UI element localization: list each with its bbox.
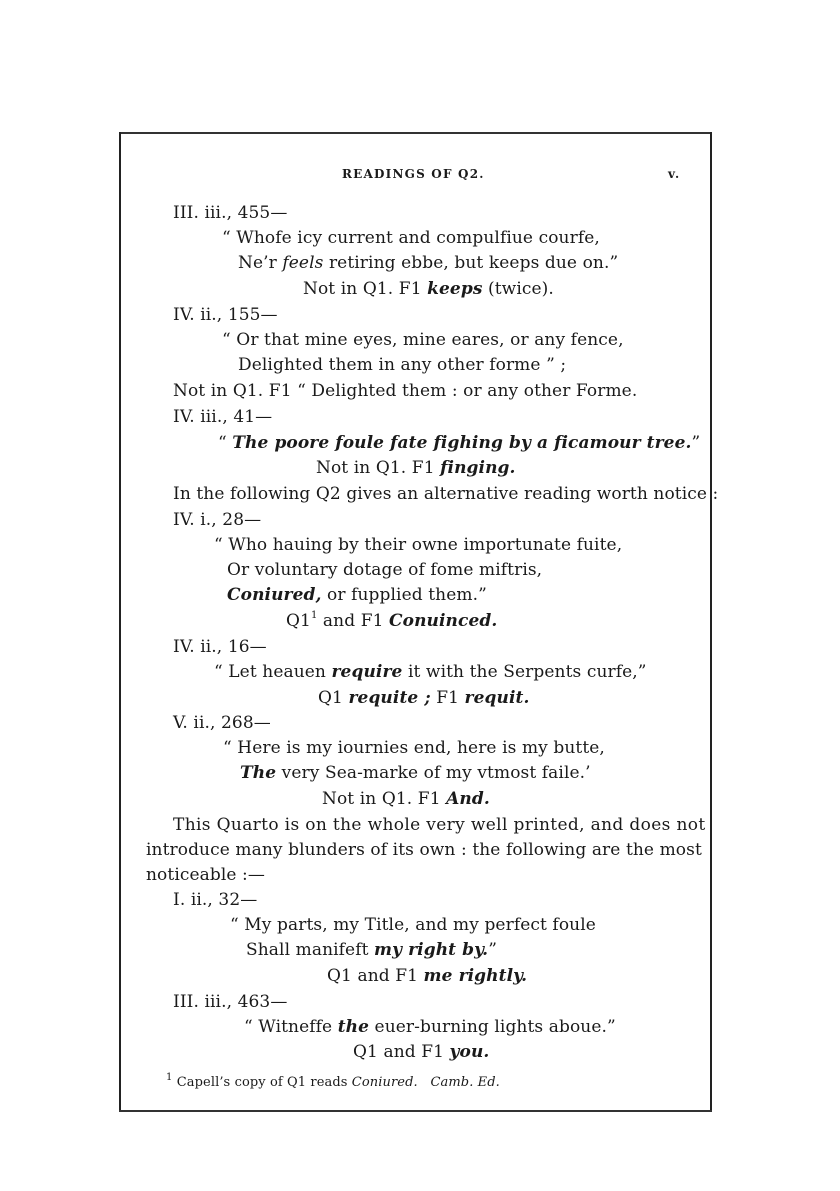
variant-note: Not in Q1. F1 finging. — [316, 458, 516, 478]
citation-line: I. ii., 32— — [173, 890, 258, 910]
citation-line: IV. ii., 155— — [173, 305, 278, 325]
quote-line: The very Sea-marke of my vtmost faile.’ — [240, 763, 591, 783]
page-frame-bottom — [119, 1110, 712, 1112]
page-number: v. — [668, 167, 681, 181]
page-frame-right — [710, 132, 712, 1112]
variant-note: Q1 and F1 you. — [353, 1042, 490, 1062]
quote-line: “ My parts, my Title, and my perfect foule — [230, 915, 596, 935]
quote-line: “ Here is my iournies end, here is my butte, — [223, 738, 605, 758]
running-title: READINGS OF Q2. — [342, 167, 485, 181]
footnote: $^1$ Capell’s copy of Q1 reads Coniured. Camb. Ed. — [166, 1071, 500, 1090]
quote-line: Shall manifeft my right by.” — [246, 940, 497, 960]
page-frame-top — [119, 132, 712, 134]
quote-line: Coniured, or fupplied them.” — [227, 585, 487, 605]
variant-note: $Q1^1$ and F1 Conuinced. — [286, 610, 498, 631]
quote-line: Or voluntary dotage of fome miftris, — [227, 560, 543, 580]
quote-line: “ Who hauing by their owne importunate fuite, — [214, 535, 623, 555]
variant-note: Not in Q1. F1 And. — [322, 789, 490, 809]
body-text: This Quarto is on the whole very well printed, and does not — [173, 815, 706, 835]
variant-note: Q1 and F1 me rightly. — [327, 966, 528, 986]
quote-line: “ The poore foule fate fighing by a ficamour tree.” — [218, 433, 701, 453]
quote-line: “ Or that mine eyes, mine eares, or any fence, — [222, 330, 624, 350]
footnote-ref: 1 — [310, 610, 318, 622]
body-text: In the following Q2 gives an alternative reading worth notice : — [173, 484, 719, 504]
variant-note: Not in Q1. F1 keeps (twice). — [303, 279, 554, 299]
citation-line: III. iii., 455— — [173, 203, 288, 223]
page-frame-left — [119, 132, 121, 1112]
citation-line: IV. ii., 16— — [173, 637, 267, 657]
quote-line: “ Witneffe the euer-burning lights aboue.” — [244, 1017, 616, 1037]
citation-line: V. ii., 268— — [173, 713, 271, 733]
variant-note: Not in Q1. F1 “ Delighted them : or any other Forme. — [173, 381, 638, 401]
footnote-marker: 1 — [166, 1071, 173, 1083]
body-text: noticeable :— — [146, 865, 265, 885]
quote-line: “ Let heauen require it with the Serpents curfe,” — [214, 662, 647, 682]
body-text: introduce many blunders of its own : the following are the most — [146, 840, 702, 860]
quote-line: Ne’r feels retiring ebbe, but keeps due on.” — [238, 253, 619, 273]
citation-line: IV. iii., 41— — [173, 407, 273, 427]
citation-line: III. iii., 463— — [173, 992, 288, 1012]
quote-line: Delighted them in any other forme ” ; — [238, 355, 567, 375]
citation-line: IV. i., 28— — [173, 510, 262, 530]
quote-line: “ Whofe icy current and compulfiue courfe, — [222, 228, 600, 248]
variant-note: Q1 requite ; F1 requit. — [318, 688, 530, 708]
